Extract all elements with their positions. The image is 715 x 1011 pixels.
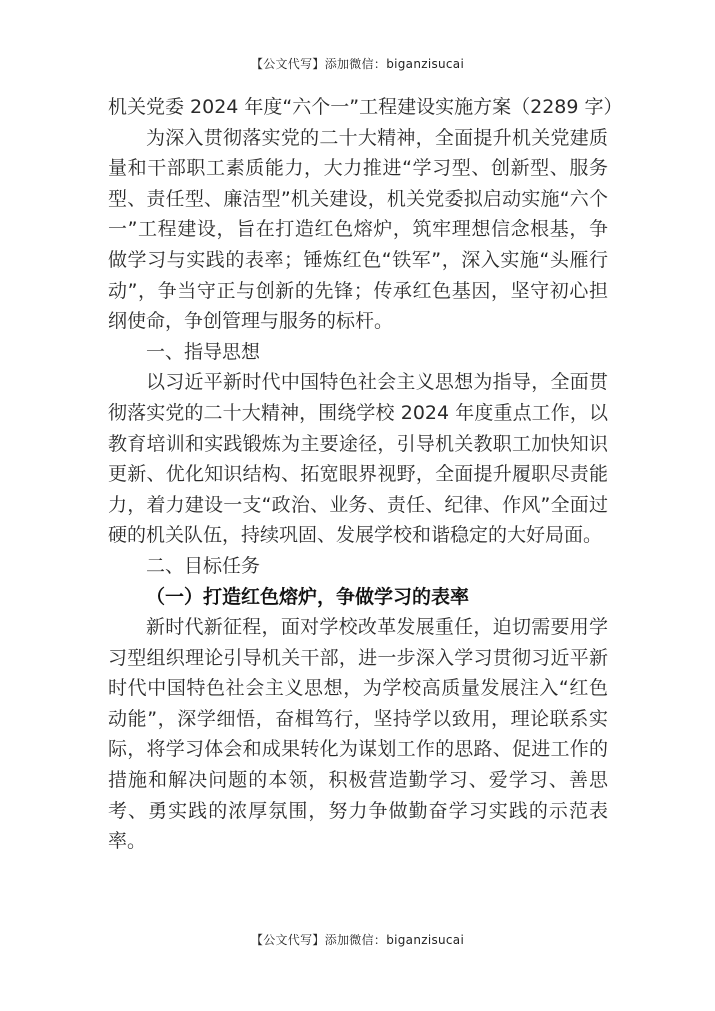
section-heading-guiding-ideology: 一、指导思想 — [146, 340, 261, 363]
subsection-1-paragraph: 新时代新征程，面对学校改革发展重任，迫切需要用学习型组织理论引导机关干部，进一步深入学习贯彻习近平新时代中国特色社会主义思想，为学校高质量发展注入“红色动能”，深学细悟，奋楫笃行，坚持学以致用，理论联系实际，将学习体会和成果转化为谋划工作的思路、促进工作的措施和解决问题的本领，积极营造勤学习、爱学习、善思考、勇实践的浓厚氛围，努力争做勤奋学习实践的示范表率。 — [108, 616, 608, 853]
document-title: 机关党委 2024 年度“六个一”工程建设实施方案（2289 字） — [108, 96, 623, 118]
section-heading-goals-tasks: 二、目标任务 — [146, 554, 261, 577]
page-footer-watermark: 【公文代写】添加微信：biganzisucai — [250, 933, 465, 947]
document-body — [108, 92, 623, 857]
page-header-watermark: 【公文代写】添加微信：biganzisucai — [250, 57, 465, 71]
subsection-heading-1: （一）打造红色熔炉，争做学习的表率 — [146, 585, 470, 608]
intro-paragraph: 为深入贯彻落实党的二十大精神，全面提升机关党建质量和干部职工素质能力，大力推进“学习型、创新型、服务型、责任型、廉洁型”机关建设，机关党委拟启动实施“六个一”工程建设，旨在打造红色熔炉，筑牢理想信念根基，争做学习与实践的表率；锤炼红色“铁军”，深入实施“头雁行动”，争当守正与创新的先锋；传承红色基因，坚守初心担纲使命，争创管理与服务的标杆。 — [108, 126, 608, 333]
guiding-ideology-paragraph: 以习近平新时代中国特色社会主义思想为指导，全面贯彻落实党的二十大精神，围绕学校 2024 年度重点工作，以教育培训和实践锻炼为主要途径，引导机关教职工加快知识更新、优化知识结构、拓宽眼界视野，全面提升履职尽责能力，着力建设一支“政治、业务、责任、纪律、作风”全面过硬的机关队伍，持续巩固、发展学校和谐稳定的大好局面。 — [108, 371, 608, 547]
